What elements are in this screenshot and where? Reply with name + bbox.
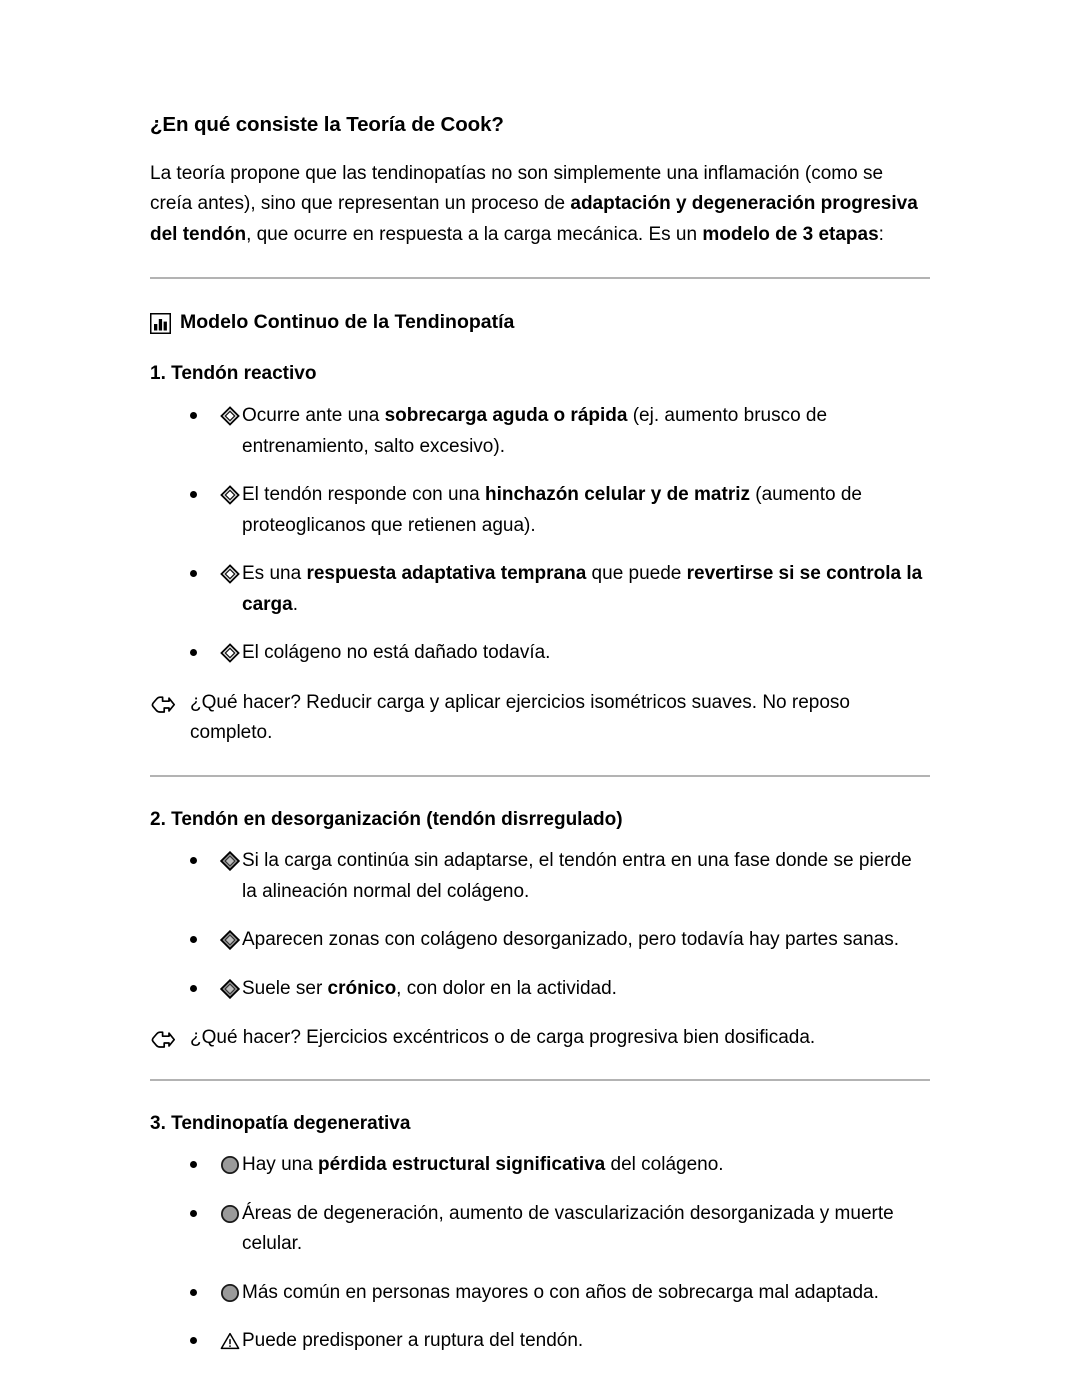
- bullet-bold-1: sobrecarga aguda o rápida: [384, 405, 628, 427]
- stage-1-bullet-list: [150, 401, 930, 669]
- stage-1-callout: [150, 688, 930, 749]
- list-item: [150, 1199, 930, 1260]
- list-item: [150, 1278, 930, 1309]
- pointing-hand-icon: [150, 694, 176, 715]
- gray-circle-icon: [220, 1204, 240, 1224]
- model-section-label: Modelo Continuo de la Tendinopatía: [180, 311, 515, 334]
- list-item: [150, 480, 930, 541]
- bullet-text-1: El tendón responde con una: [242, 484, 485, 506]
- divider-2: [150, 775, 930, 777]
- filled-diamond-icon: [220, 851, 240, 871]
- bullet-bold-1: crónico: [327, 977, 397, 999]
- stage-3-title: 3. Tendinopatía degenerativa: [150, 1112, 411, 1134]
- divider-3-wrap: [150, 1054, 930, 1081]
- divider-1-wrap: [150, 250, 930, 279]
- list-item: [150, 846, 930, 907]
- stage-2-callout-text: ¿Qué hacer? Ejercicios excéntricos o de carga progresiva bien dosificada.: [190, 1027, 816, 1049]
- hollow-diamond-icon: [220, 485, 240, 505]
- bullet-disc: [190, 412, 197, 419]
- intro-text-2: , que ocurre en respuesta a la carga mecánica. Es un: [246, 223, 703, 245]
- bullet-bold-1: pérdida estructural significativa: [318, 1154, 606, 1176]
- bullet-text-1: Ocurre ante una: [242, 405, 385, 427]
- bullet-disc: [190, 1337, 197, 1344]
- bullet-bold-1: hinchazón celular y de matriz: [484, 484, 750, 506]
- bullet-disc: [190, 491, 197, 498]
- bullet-text-1: Hay una: [242, 1154, 319, 1176]
- gray-circle-icon: [220, 1283, 240, 1303]
- stage-2-callout: [150, 1023, 930, 1054]
- stage-2-title: 2. Tendón en desorganización (tendón disrregulado): [150, 808, 623, 830]
- list-item: [150, 925, 930, 956]
- divider-3: [150, 1079, 930, 1081]
- bar-chart-icon: [150, 313, 171, 334]
- bullet-disc: [190, 936, 197, 943]
- stage-1-callout-text: ¿Qué hacer? Reducir carga y aplicar ejercicios isométricos suaves. No reposo completo.: [190, 691, 850, 744]
- divider-2-wrap: [150, 749, 930, 777]
- list-item: [150, 401, 930, 462]
- stage-3-bullet-list: [150, 1150, 930, 1357]
- bullet-disc: [190, 649, 197, 656]
- pointing-hand-icon: [150, 1029, 176, 1050]
- bullet-disc: [190, 1161, 197, 1168]
- bullet-disc: [190, 857, 197, 864]
- intro-text-1: La teoría propone que las tendinopatías no son simplemente una inflamación (como se creía antes), sino que representan un proceso de: [150, 162, 884, 215]
- bullet-text-2: (aumento de proteoglicanos que retienen agua).: [242, 484, 862, 536]
- bullet-text-2: , con dolor en la actividad.: [396, 977, 617, 999]
- list-item: [150, 1326, 930, 1357]
- list-item: [150, 1150, 930, 1181]
- divider-1: [150, 277, 930, 279]
- page-title: ¿En qué consiste la Teoría de Cook?: [150, 113, 504, 136]
- bullet-text-3: .: [292, 593, 298, 615]
- bullet-text-1: Aparecen zonas con colágeno desorganizado, pero todavía hay partes sanas.: [242, 929, 900, 951]
- intro-text-3: :: [878, 223, 884, 245]
- bullet-text-1: Más común en personas mayores o con años de sobrecarga mal adaptada.: [242, 1281, 879, 1303]
- bullet-text-1: Si la carga continúa sin adaptarse, el tendón entra en una fase donde se pierde la alineación normal del colágeno.: [242, 850, 912, 902]
- bullet-text-1: Es una: [242, 563, 307, 585]
- intro-bold-1: adaptación y degeneración progresiva del tendón: [150, 193, 918, 245]
- list-item: [150, 559, 930, 620]
- bullet-bold-1: respuesta adaptativa temprana: [306, 563, 587, 585]
- warning-triangle-icon: [220, 1331, 240, 1351]
- bullet-disc: [190, 570, 197, 577]
- bullet-text-2: del colágeno.: [605, 1154, 724, 1176]
- stage-2-bullet-list: [150, 846, 930, 1004]
- filled-diamond-icon: [220, 979, 240, 999]
- stage-1-title: 1. Tendón reactivo: [150, 363, 317, 385]
- bullet-text-2: (ej. aumento brusco de entrenamiento, salto excesivo).: [242, 405, 828, 457]
- filled-diamond-icon: [220, 930, 240, 950]
- bullet-text-2: que puede: [586, 563, 687, 585]
- bullet-text-1: Puede predisponer a ruptura del tendón.: [242, 1330, 584, 1352]
- hollow-diamond-icon: [220, 564, 240, 584]
- document-body: [150, 112, 930, 1357]
- model-section-title: [150, 309, 930, 335]
- bullet-text-1: Áreas de degeneración, aumento de vascularización desorganizada y muerte celular.: [242, 1202, 894, 1255]
- list-item: [150, 638, 930, 669]
- hollow-diamond-icon: [220, 406, 240, 426]
- bullet-text-1: Suele ser: [242, 977, 328, 999]
- bullet-disc: [190, 985, 197, 992]
- hollow-diamond-icon: [220, 643, 240, 663]
- intro-bold-2: modelo de 3 etapas: [702, 223, 879, 245]
- bullet-disc: [190, 1289, 197, 1296]
- intro-paragraph: [150, 159, 930, 251]
- bullet-bold-2: revertirse si se controla la carga: [242, 563, 923, 615]
- list-item: [150, 974, 930, 1005]
- gray-circle-icon: [220, 1155, 240, 1175]
- bullet-text-1: El colágeno no está dañado todavía.: [242, 642, 551, 664]
- bullet-disc: [190, 1210, 197, 1217]
